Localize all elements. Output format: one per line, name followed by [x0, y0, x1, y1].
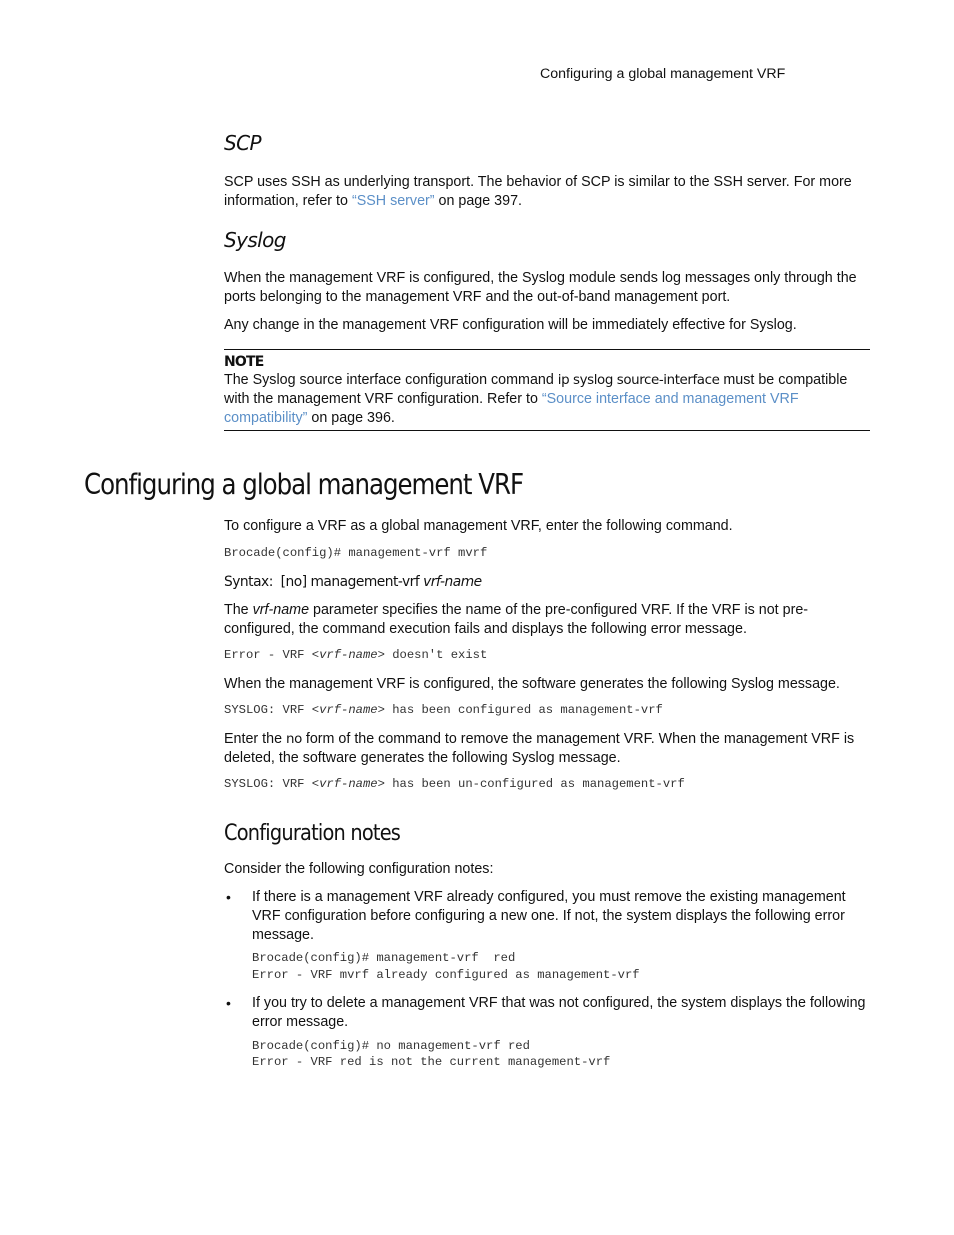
syntax-line	[224, 573, 482, 592]
p2-param: vrf-name	[252, 602, 310, 618]
note-text-1: The Syslog source interface configuration command	[224, 372, 558, 388]
section-title: Configuring a global management VRF	[84, 468, 524, 501]
p4-no: no	[286, 732, 302, 747]
source-interface-link[interactable]: “Source interface and management VRF compatibility”	[224, 391, 799, 426]
sys2-param: vrf-name	[319, 777, 378, 791]
p2-text-b: parameter specifies the name of the pre-configured VRF. If the VRF is not pre-configured, the command execution fails and displays the following error message.	[224, 602, 809, 637]
sys1-a: SYSLOG: VRF <	[224, 703, 320, 717]
err1-b: > doesn't exist	[377, 648, 488, 662]
syslog-configured-example	[224, 702, 663, 719]
note-item-2-code-2: Error - VRF red is not the current management-vrf	[252, 1055, 611, 1069]
note-item-1-code-1: Brocade(config)# management-vrf red	[252, 951, 516, 965]
error-example	[224, 647, 487, 664]
syntax-param: vrf-name	[423, 574, 482, 590]
sys2-a: SYSLOG: VRF <	[224, 777, 320, 791]
note-item-1-code-2: Error - VRF mvrf already configured as management-vrf	[252, 968, 640, 982]
no-form-paragraph	[224, 730, 874, 768]
sys1-param: vrf-name	[319, 703, 378, 717]
bullet-1: •	[226, 889, 231, 905]
configuration-notes-heading: Configuration notes	[224, 821, 401, 846]
ssh-server-link[interactable]: “SSH server”	[351, 193, 435, 209]
bullet-2: •	[226, 995, 231, 1011]
vrf-name-paragraph	[224, 601, 874, 639]
syntax-label: Syntax:	[224, 574, 273, 590]
note-bottom-rule	[224, 430, 870, 431]
command-example: Brocade(config)# management-vrf mvrf	[224, 546, 488, 560]
scp-text: SCP uses SSH as underlying transport. The behavior of SCP is similar to the SSH server. For more information, refer to	[224, 174, 852, 209]
syslog-paragraph-1: When the management VRF is configured, the Syslog module sends log messages only through the ports belonging to the management VRF and the out-of-band management port.	[224, 270, 857, 305]
p4-text-b: form of the command to remove the management VRF. When the management VRF is deleted, the software generates the following Syslog message.	[224, 731, 855, 766]
scp-paragraph	[224, 173, 874, 211]
syslog-paragraph-2: Any change in the management VRF configuration will be immediately effective for Syslog.	[224, 317, 797, 333]
syslog-message-paragraph: When the management VRF is configured, the software generates the following Syslog message.	[224, 676, 840, 692]
sys2-b: > has been un-configured as management-vrf	[377, 777, 685, 791]
note-text	[224, 371, 872, 428]
syslog-unconfigured-example	[224, 776, 685, 793]
configuration-notes-intro: Consider the following configuration notes:	[224, 861, 494, 877]
err1-a: Error - VRF <	[224, 648, 320, 662]
running-header: Configuring a global management VRF	[540, 66, 786, 82]
p2-text-a: The	[224, 602, 253, 618]
note-item-1-text: If there is a management VRF already configured, you must remove the existing management VRF configuration before configuring a new one. If not, the system displays the following error message.	[252, 889, 846, 943]
note-text-3: on page 396.	[307, 410, 395, 426]
note-item-2-code-1: Brocade(config)# no management-vrf red	[252, 1039, 530, 1053]
note-top-rule	[224, 349, 870, 350]
syntax-command: [no] management-vrf	[280, 574, 420, 590]
note-text-2: must be compatible with the management VRF configuration. Refer to	[224, 372, 848, 407]
note-command: ip syslog source-interface	[557, 373, 720, 388]
syslog-heading: Syslog	[224, 228, 286, 252]
note-label: NOTE	[224, 354, 264, 370]
note-item-2-text: If you try to delete a management VRF that was not configured, the system displays the following error message.	[252, 995, 866, 1030]
p4-text-a: Enter the	[224, 731, 286, 747]
err1-param: vrf-name	[319, 648, 378, 662]
scp-text-end: on page 397.	[434, 193, 523, 209]
sys1-b: > has been configured as management-vrf	[377, 703, 663, 717]
section-intro: To configure a VRF as a global management VRF, enter the following command.	[224, 518, 733, 534]
scp-heading: SCP	[224, 131, 261, 155]
